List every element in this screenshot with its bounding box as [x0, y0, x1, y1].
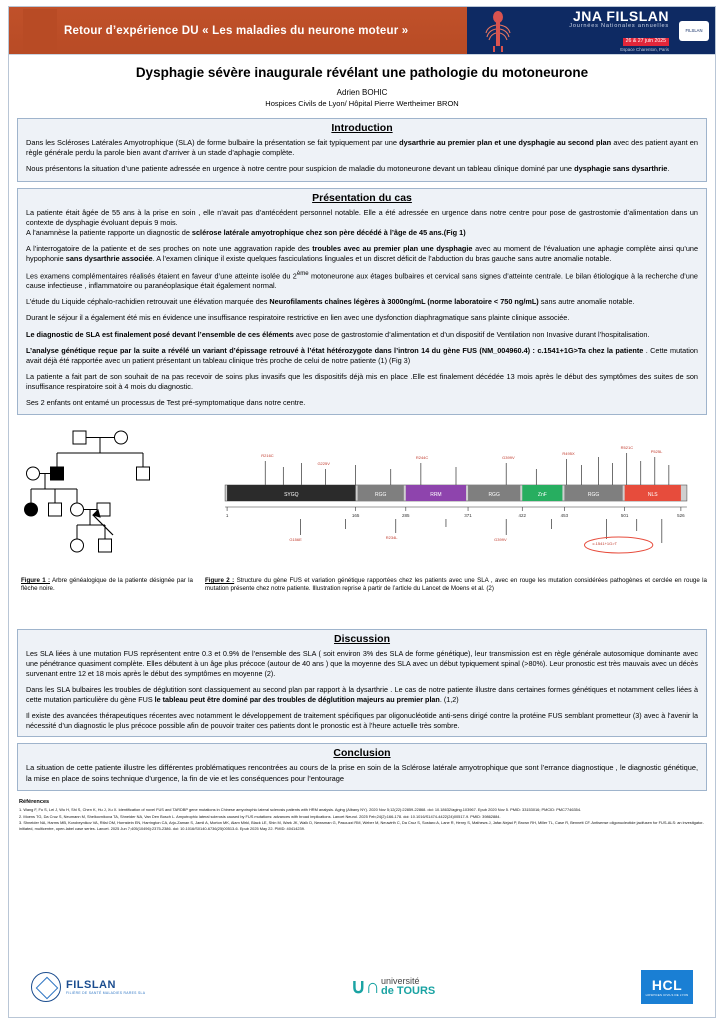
references-block	[19, 799, 705, 832]
affiliation: Hospices Civils de Lyon/ Hôpital Pierre Wertheimer BRON	[265, 98, 459, 108]
case-heading: Présentation du cas	[312, 191, 412, 204]
reference-item: 3. Shneider NA, Harms MB, Korobeynikov VA, Rifai OM, Hornstein EN, Harrington CA, Arjo-Zaman S, Jamil A, Morton MK, Alam Mirkl, Black LE, Shin M, Wark JK, Walk D, Newsman G, Pascuzzi RM, Weber M, Neuwirth C, Da Cruz S, Sostaro A, Lane R, Henry S, Mathews J, Jafar-Nejad P, Brown RH, Miller TL, Case R, Bennett CF. Antisense oligonucleotide jacifusen for FUS-ALS: an investigator-initiated, multicentre, open-label case series. Lancet. 2025 Jun 7;405(10496):2375-2386. doi: 10.1016/S0140-6736(25)00513-6. Epub 2025 May 22. PMID: 40414239.	[19, 820, 704, 831]
section-introduction	[17, 118, 707, 182]
case-p4c: sans autre anomalie notable.	[538, 297, 635, 307]
introduction-paragraph-2	[26, 164, 698, 174]
svg-text:R521C: R521C	[620, 444, 634, 450]
figure-1-label: Figure 1 :	[21, 576, 51, 584]
event-info	[569, 9, 669, 53]
filslan-name: FILSLAN	[66, 979, 116, 991]
section-conclusion	[17, 743, 707, 790]
case-p7a: L’analyse génétique reçue par la suite a révélé un variant d’épissage retrouvé à l’état hétérozygote dans l’intron 14 du gène FUS (NM_004960.4) : c.1541+1G>Ta chez la patiente	[26, 345, 644, 355]
case-p3a: Les examens complémentaires réalisés étaient en faveur d’une atteinte isolée du 2	[26, 271, 297, 281]
figure-2-caption-text: Structure du gène FUS et variation génétique rapportées chez les patients avec une SLA , avec en rouge les mutation considérées pathogènes et cerclée en rouge la mutation présente chez notre patiente. Illustration reprise à partir de l’article du Lancet de Moens et al. (2)	[205, 576, 707, 592]
intro-p1a: Dans les Scléroses Latérales Amyotrophique (SLA) de forme bulbaire la présentation se fait typiquement par une	[26, 137, 400, 147]
svg-text:G399V: G399V	[502, 454, 515, 460]
tours-mark-icon: ∪∩	[351, 975, 381, 998]
case-p2a: A l’interrogatoire de la patiente et de ses proches on note une aggravation rapide des	[26, 243, 313, 253]
introduction-paragraph-1	[26, 138, 698, 158]
figure-1	[17, 423, 197, 623]
svg-text:285: 285	[402, 512, 410, 518]
discussion-paragraph-1: Les SLA liées à une mutation FUS représentent entre 0.3 et 0.9% de l’ensemble des SLA ( soit environ 3% des SLA de forme génétique), leur transmission est en règle générale autosomique dominante avec une pénétrance quasiment complète. Elles débutent à un âge plus précoce (autour de 40 ans ) que la moyenne des SLA avec un début typiquement spinal (>80%). Leur pronostic est très mauvais avec un décès survenant entre 12 et 18 mois après le début des symptômes en moyenne (2).	[26, 648, 698, 678]
section-case	[17, 188, 707, 415]
filslan-mark-icon	[31, 972, 61, 1002]
intro-p1b: dysarthrie au premier plan et une dysphagie au second plan	[399, 137, 612, 147]
case-body	[18, 205, 706, 414]
anatomy-icon	[481, 9, 515, 53]
event-place: Espace Charenton, Paris	[620, 46, 669, 52]
case-p2e: . A l’examen clinique il existe quelques fasciculations linguales et un discret déficit de l’abduction du bras gauche sans autre anomalie notable.	[152, 253, 612, 263]
filslan-footer-logo	[31, 972, 145, 1002]
svg-text:P525L: P525L	[650, 448, 663, 454]
svg-text:165: 165	[351, 512, 360, 518]
svg-text:SYGQ: SYGQ	[284, 491, 299, 498]
poster-header	[9, 7, 715, 55]
case-p2b: troubles avec au premier plan une dysphagie	[312, 243, 473, 253]
svg-text:R495X: R495X	[562, 450, 575, 456]
title-block	[9, 55, 715, 112]
svg-text:ZnF: ZnF	[537, 491, 547, 498]
case-p4a: L’étude du Liquide céphalo-rachidien retrouvait une élévation marquée des	[26, 297, 270, 307]
case-paragraph-9: Ses 2 enfants ont entamé un processus de Test pré-symptomatique dans notre centre.	[26, 397, 306, 407]
references-list	[19, 807, 705, 832]
intro-p1c: avec des patient ayant en règle générale perdu la parole bien avant d’arriver à un stade d’aphagie complète.	[26, 137, 698, 158]
hcl-footer-logo	[641, 970, 693, 1004]
filslan-logo-text: FILSLAN	[685, 27, 703, 33]
poster	[8, 6, 716, 1018]
case-paragraph-4	[26, 297, 698, 307]
tours-line-2: de TOURS	[381, 984, 436, 997]
svg-text:NLS: NLS	[647, 491, 658, 498]
figure-2-label: Figure 2 :	[205, 576, 235, 584]
svg-text:453: 453	[560, 512, 569, 518]
disc-p2c: . (1,2)	[439, 694, 459, 704]
references-heading: Références	[19, 798, 50, 805]
svg-text:c.1541+1G>T: c.1541+1G>T	[592, 540, 618, 546]
conclusion-body	[18, 760, 706, 789]
section-discussion	[17, 629, 707, 738]
case-paragraph-2	[26, 244, 698, 264]
figure-1-caption	[17, 577, 197, 593]
case-paragraph-5: Durant le séjour il a également été mis en évidence une insuffisance respiratoire restrictive en lien avec une dysfonction diaphragmatique sans plainte clinique associée.	[26, 313, 570, 323]
event-badge	[467, 7, 715, 54]
header-banner	[9, 7, 467, 54]
header-banner-text: Retour d’expérience DU « Les maladies du neurone moteur »	[64, 24, 409, 37]
filslan-wordmark	[66, 979, 145, 995]
svg-text:422: 422	[518, 512, 527, 518]
case-p7b: . Cette mutation avait déjà été rapportée avec un patient présentant un tableau clinique très proche de celui de notre patiente (1) (Fig 3)	[26, 345, 698, 365]
svg-text:G399V: G399V	[494, 536, 507, 542]
svg-text:RGG: RGG	[374, 491, 387, 498]
figure-2-image	[205, 423, 707, 573]
pedigree-diagram	[17, 423, 197, 573]
svg-text:526: 526	[677, 512, 685, 518]
fus-gene-diagram	[205, 423, 707, 573]
case-p3b: motoneurone aux étages bulbaires et cervical sans signes d’atteinte centrale. Le bilan étiologique à la recherche d’une cause infectieuse , inflammatoire ou paranéoplasique était également normal.	[26, 271, 698, 291]
case-p1c: sclérose latérale amyotrophique chez son père décédé à l’âge de 45 ans.(Fig 1)	[191, 227, 466, 237]
footer-logos	[9, 963, 715, 1011]
svg-text:RGG: RGG	[488, 491, 500, 498]
filslan-logo-icon	[679, 21, 709, 41]
discussion-body	[18, 646, 706, 737]
event-date-badge: 26 & 27 juin 2025	[623, 38, 669, 45]
svg-text:R216C: R216C	[261, 452, 274, 458]
discussion-heading: Discussion	[333, 632, 391, 645]
case-p3sup: ème	[296, 269, 309, 277]
page-title: Dysphagie sévère inaugurale révélant une pathologie du motoneurone	[135, 65, 589, 80]
case-p4b: Neurofilaments chaînes légères à 3000ng/mL (norme laboratoire < 750 ng/mL)	[269, 297, 539, 307]
case-paragraph-7	[26, 346, 698, 366]
svg-text:RRM: RRM	[430, 491, 442, 498]
authors: Adrien BOHIC	[336, 87, 388, 97]
event-title: JNA FILSLAN	[573, 7, 669, 24]
spine-decoration	[23, 9, 57, 53]
intro-p2a: Nous présentons la situation d’une patiente adressée en urgence à notre centre pour suspicion de maladie du motoneurone devant un tableau clinique dominé par une	[26, 164, 575, 174]
figure-2-caption	[205, 577, 707, 593]
introduction-body	[18, 135, 706, 181]
hcl-subtitle: HOSPICES CIVILS DE LYON	[645, 993, 689, 997]
case-p6a: Le diagnostic de SLA est finalement posé devant l’ensemble de ces éléments	[26, 329, 294, 339]
figures-row	[17, 423, 707, 623]
case-p1a: La patiente était âgée de 55 ans à la prise en soin , elle n’avait pas d’antécédent personnel notable. Elle a été adressée en urgence dans notre centre pour pose de gastrostomie d’alimentation dans un contexte de dysphagie évoluant depuis 9 mois.	[26, 207, 698, 227]
case-paragraph-6	[26, 330, 698, 340]
introduction-heading: Introduction	[331, 121, 393, 134]
figure-1-image	[17, 423, 197, 573]
svg-text:R234L: R234L	[385, 534, 398, 540]
tours-footer-logo	[351, 977, 435, 998]
figure-2	[205, 423, 707, 623]
svg-text:G156E: G156E	[289, 536, 302, 542]
filslan-subtitle: FILIÈRE DE SANTÉ MALADIES RARES SLA	[66, 991, 146, 995]
intro-p2b: dysphagie sans dysarthrie	[574, 164, 668, 174]
disc-p2a: Dans les SLA bulbaires les troubles de déglutition sont classiquement au second plan par rapport à la dysarthrie . Le cas de notre patiente illustre dans certaines formes génétiques et notamment celles liées à cette mutation particulière du gène FUS	[26, 684, 698, 704]
discussion-paragraph-2	[26, 685, 698, 705]
disc-p2b: le tableau peut être dominé par des troubles de déglutition majeurs au premier plan	[154, 694, 440, 704]
svg-text:G225V: G225V	[317, 460, 330, 466]
tours-line-1: université	[381, 975, 420, 986]
reference-item: 2. Moens TG, Da Cruz S, Neumann M, Shelkovnikova TA, Shneider NA, Van Den Bosch L. Amyotrophic lateral sclerosis caused by FUS mutations: advances with broad implications. Lancet Neurol. 2025 Feb;24(2):166-178. doi: 10.1016/S1474-4422(24)00517-9. PMID: 39862884.	[19, 813, 501, 819]
case-paragraph-3	[26, 270, 698, 292]
figure-1-caption-text: Arbre généalogique de la patiente désignée par la flèche noire.	[21, 576, 193, 592]
tours-wordmark	[381, 977, 435, 998]
case-p2c: avec au moment de l’évaluation une aphagie complète ainsi qu’une hypophonie	[26, 243, 699, 263]
conclusion-heading: Conclusion	[333, 747, 391, 760]
case-paragraph-8: La patiente a fait part de son souhait de na pas recevoir de soins plus invasifs que les dispositifs déjà mis en place .Elle est finalement décédée 13 mois après le début des symptômes des suites de son insuffisance respiratoire soit à 4 mois du diagnostic.	[26, 371, 698, 391]
svg-text:1: 1	[225, 512, 229, 518]
case-p6b: avec pose de gastrostomie d’alimentation et d’un dispositif de Ventilation non Invasive durant l’hospitalisation.	[293, 329, 650, 339]
case-p1b: A l’anamnèse la patiente rapporte un diagnostic de	[26, 227, 192, 237]
conclusion-paragraph-1: La situation de cette patiente illustre les différentes problématiques rencontrées au cours de la prise en soin de la Sclérose latérale amyotrophique que sont l’errance diagnostique , le diagnostic génétique, la mise en place de soins technique d’urgence, la fin de vie et les conséquences pour l’entourage	[26, 763, 698, 783]
svg-text:RGG: RGG	[587, 491, 600, 498]
case-paragraph-1	[26, 208, 698, 238]
event-subtitle: Journées Nationales annuelles	[569, 23, 669, 30]
hcl-name: HCL	[651, 977, 683, 993]
discussion-paragraph-3: Il existe des avancées thérapeutiques récentes avec notamment le développement de traitement spécifiques par oligonucléotide anti-sens dirigé contre la protéine FUS semblant prometteur (3) avec à l’avenir la nécessité d’un diagnostic le plus précoce possible afin de pouvoir traiter ces patients dont le pronostic est à l’heure actuelle très sombre.	[26, 710, 698, 730]
reference-item: 1. Wang F, Fu S, Lei J, Wu H, Shi S, Chen K, Hu J, Xu X. Identification of novel FUS and TARDBP gene mutations in Chinese amyotrophic lateral sclerosis patients with HRM analysis. Aging (Albany NY). 2020 Nov 5;12(22):22859-22868. doi: 10.18632/aging.103967. Epub 2020 Nov 5. PMID: 33153016; PMCID: PMC7746354.	[19, 806, 582, 812]
svg-text:R244C: R244C	[415, 454, 429, 460]
intro-p2c: .	[667, 164, 670, 174]
case-p2d: sans dysarthrie associée	[65, 253, 153, 263]
svg-text:501: 501	[620, 512, 629, 518]
svg-text:371: 371	[464, 512, 472, 518]
